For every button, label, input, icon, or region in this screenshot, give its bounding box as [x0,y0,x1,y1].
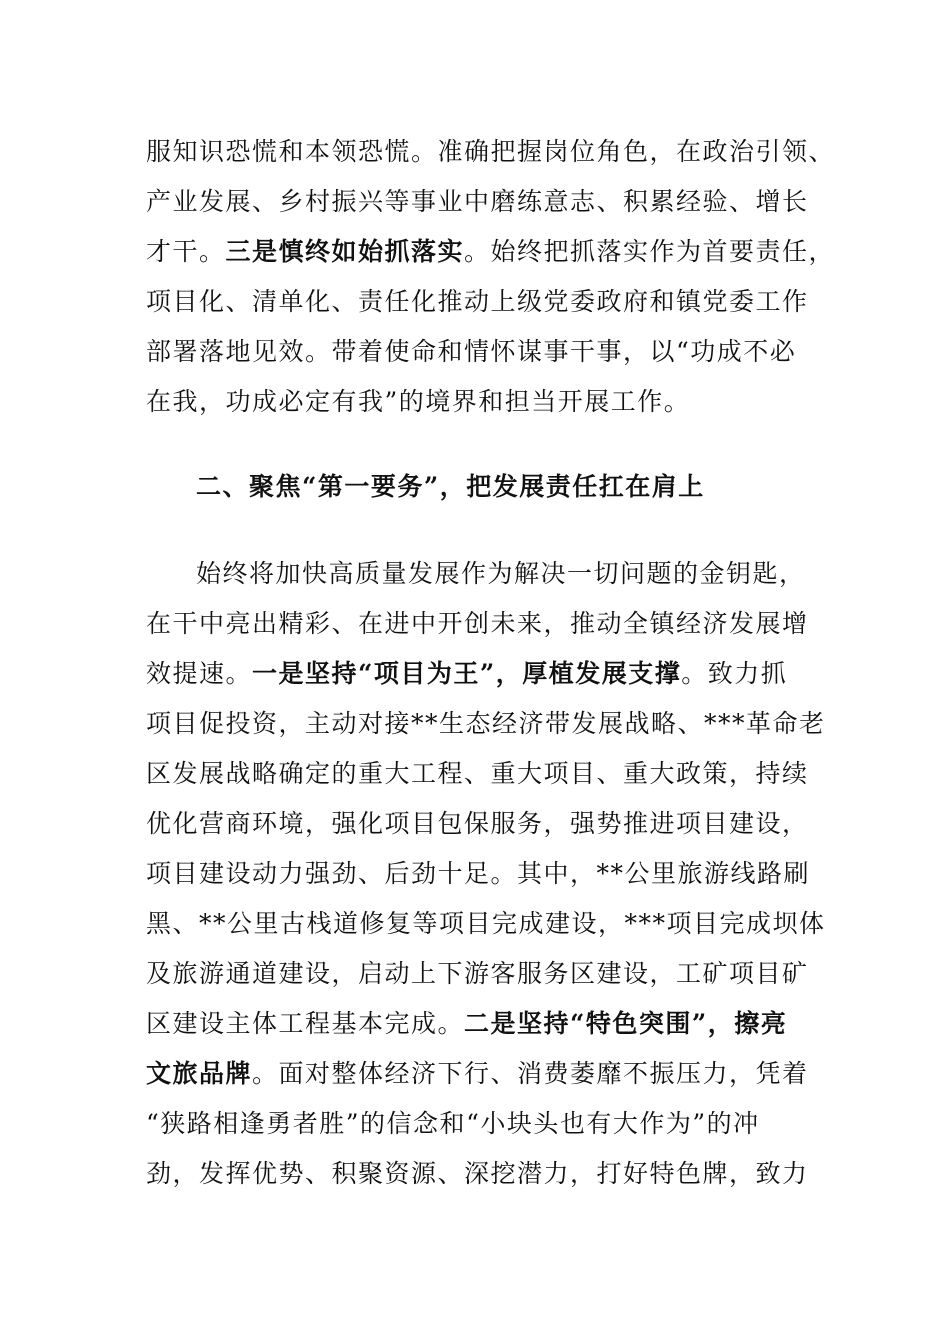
bold-lead-phrase: 文旅品牌 [146,1059,253,1088]
paragraph-line [196,557,856,591]
bold-lead-phrase: 一是坚持“项目为王”，厚植发展支撑 [252,659,682,688]
paragraph-line [146,185,809,219]
paragraph-line [146,335,806,369]
paragraph-line [146,1007,806,1041]
paragraph-line [146,235,836,269]
paragraph-line [146,1107,806,1141]
text-span: “狭路相逢勇者胜”的信念和“小块头也有大作为”的冲 [146,1109,760,1138]
text-span: 项目化、清单化、责任化推动上级党委政府和镇党委工作 [146,287,809,316]
paragraph-line [146,857,811,891]
paragraph-line [146,607,809,641]
text-span: 。始终把抓落实作为首要责任， [464,237,836,266]
text-span: 项目建设动力强劲、后劲十足。其中，**公里旅游线路刷 [146,859,811,888]
paragraph-line [146,707,826,741]
paragraph-line [146,1157,809,1191]
bold-lead-phrase: 二是坚持“特色突围”，擦亮 [464,1009,788,1038]
bold-lead-phrase: 三是慎终如始抓落实 [225,237,465,266]
text-span: 在干中亮出精彩、在进中开创未来，推动全镇经济发展增 [146,609,809,638]
paragraph-line [146,757,809,791]
text-span: 在我，功成必定有我”的境界和担当开展工作。 [146,387,691,416]
text-span: 项目促投资，主动对接**生态经济带发展战略、***革命老 [146,709,826,738]
text-span: 优化营商环境，强化项目包保服务，强势推进项目建设， [146,809,809,838]
text-span: 区发展战略确定的重大工程、重大项目、重大政策，持续 [146,759,809,788]
text-span: 。面对整体经济下行、消费萎靡不振压力，凭着 [252,1059,809,1088]
paragraph-line [146,1057,809,1091]
text-span: 产业发展、乡村振兴等事业中磨练意志、积累经验、增长 [146,187,809,216]
text-span: 劲，发挥优势、积聚资源、深挖潜力，打好特色牌，致力 [146,1159,809,1188]
text-span: 才干。 [146,237,226,266]
paragraph-line [146,135,836,169]
text-span: 区建设主体工程基本完成。 [146,1009,465,1038]
text-span: 部署落地见效。带着使命和情怀谋事干事，以“功成不必 [146,337,797,366]
text-span: 黑、**公里古栈道修复等项目完成建设，***项目完成坝体 [146,909,826,938]
text-span: 。致力抓 [681,659,788,688]
paragraph-line [146,907,826,941]
paragraph-line [146,657,806,691]
text-span: 始终将加快高质量发展作为解决一切问题的金钥匙， [196,559,806,588]
paragraph-line [146,385,806,419]
text-span: 服知识恐慌和本领恐慌。准确把握岗位角色，在政治引领、 [146,137,836,166]
paragraph-line [146,285,809,319]
section-heading: 二、聚焦“第一要务”，把发展责任扛在肩上 [196,472,705,501]
text-span: 及旅游通道建设，启动上下游客服务区建设，工矿项目矿 [146,959,809,988]
paragraph-line [146,807,809,841]
paragraph-line [146,957,809,991]
text-span: 效提速。 [146,659,253,688]
